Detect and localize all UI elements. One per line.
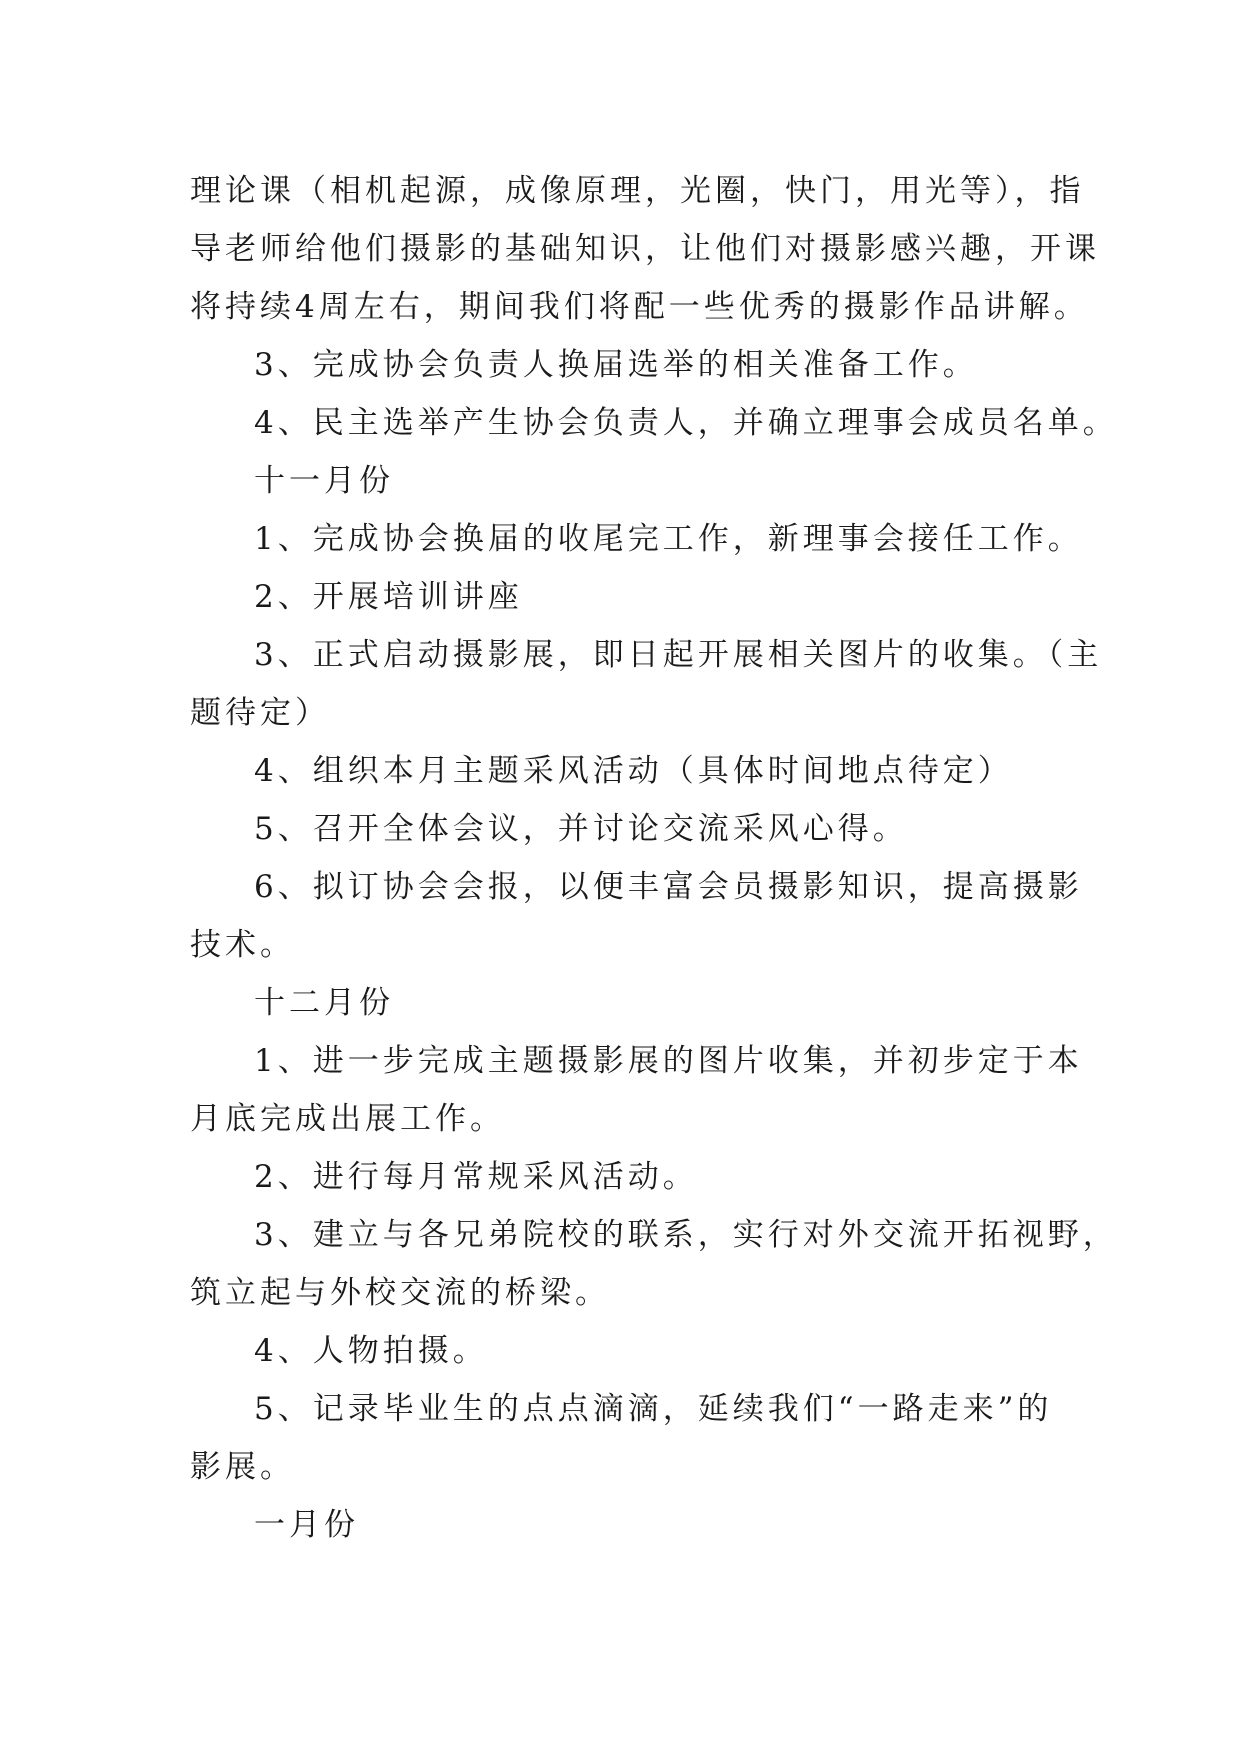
text-line: 6、拟订协会会报，以便丰富会员摄影知识，提高摄影 <box>254 869 1083 905</box>
text-line: 十一月份 <box>254 463 394 499</box>
text-line: 将持续4周左右，期间我们将配一些优秀的摄影作品讲解。 <box>190 289 1089 325</box>
text-line: 4、民主选举产生协会负责人，并确立理事会成员名单。 <box>254 405 1118 441</box>
text-line: 影展。 <box>190 1449 295 1485</box>
text-line: 3、建立与各兄弟院校的联系，实行对外交流开拓视野， <box>254 1217 1118 1253</box>
text-line: 导老师给他们摄影的基础知识，让他们对摄影感兴趣，开课 <box>190 231 1100 267</box>
text-line: 题待定） <box>190 695 330 731</box>
text-line: 1、完成协会换届的收尾完工作，新理事会接任工作。 <box>254 521 1083 557</box>
text-line: 1、进一步完成主题摄影展的图片收集，并初步定于本 <box>254 1043 1083 1079</box>
text-line: 5、记录毕业生的点点滴滴，延续我们“一路走来”的 <box>254 1391 1053 1427</box>
text-line: 2、开展培训讲座 <box>254 579 523 615</box>
text-line: 十二月份 <box>254 985 394 1021</box>
text-line: 5、召开全体会议，并讨论交流采风心得。 <box>254 811 908 847</box>
text-line: 2、进行每月常规采风活动。 <box>254 1159 698 1195</box>
text-line: 4、人物拍摄。 <box>254 1333 488 1369</box>
text-line: 3、正式启动摄影展，即日起开展相关图片的收集。（主 <box>254 637 1103 673</box>
text-line: 理论课（相机起源，成像原理，光圈，快门，用光等），指 <box>190 173 1085 209</box>
document-body <box>190 162 1118 1554</box>
text-line: 一月份 <box>254 1507 359 1543</box>
text-line: 月底完成出展工作。 <box>190 1101 505 1137</box>
text-line: 3、完成协会负责人换届选举的相关准备工作。 <box>254 347 978 383</box>
text-line: 技术。 <box>190 927 295 963</box>
text-line: 4、组织本月主题采风活动（具体时间地点待定） <box>254 753 1013 789</box>
text-line: 筑立起与外校交流的桥梁。 <box>190 1275 610 1311</box>
